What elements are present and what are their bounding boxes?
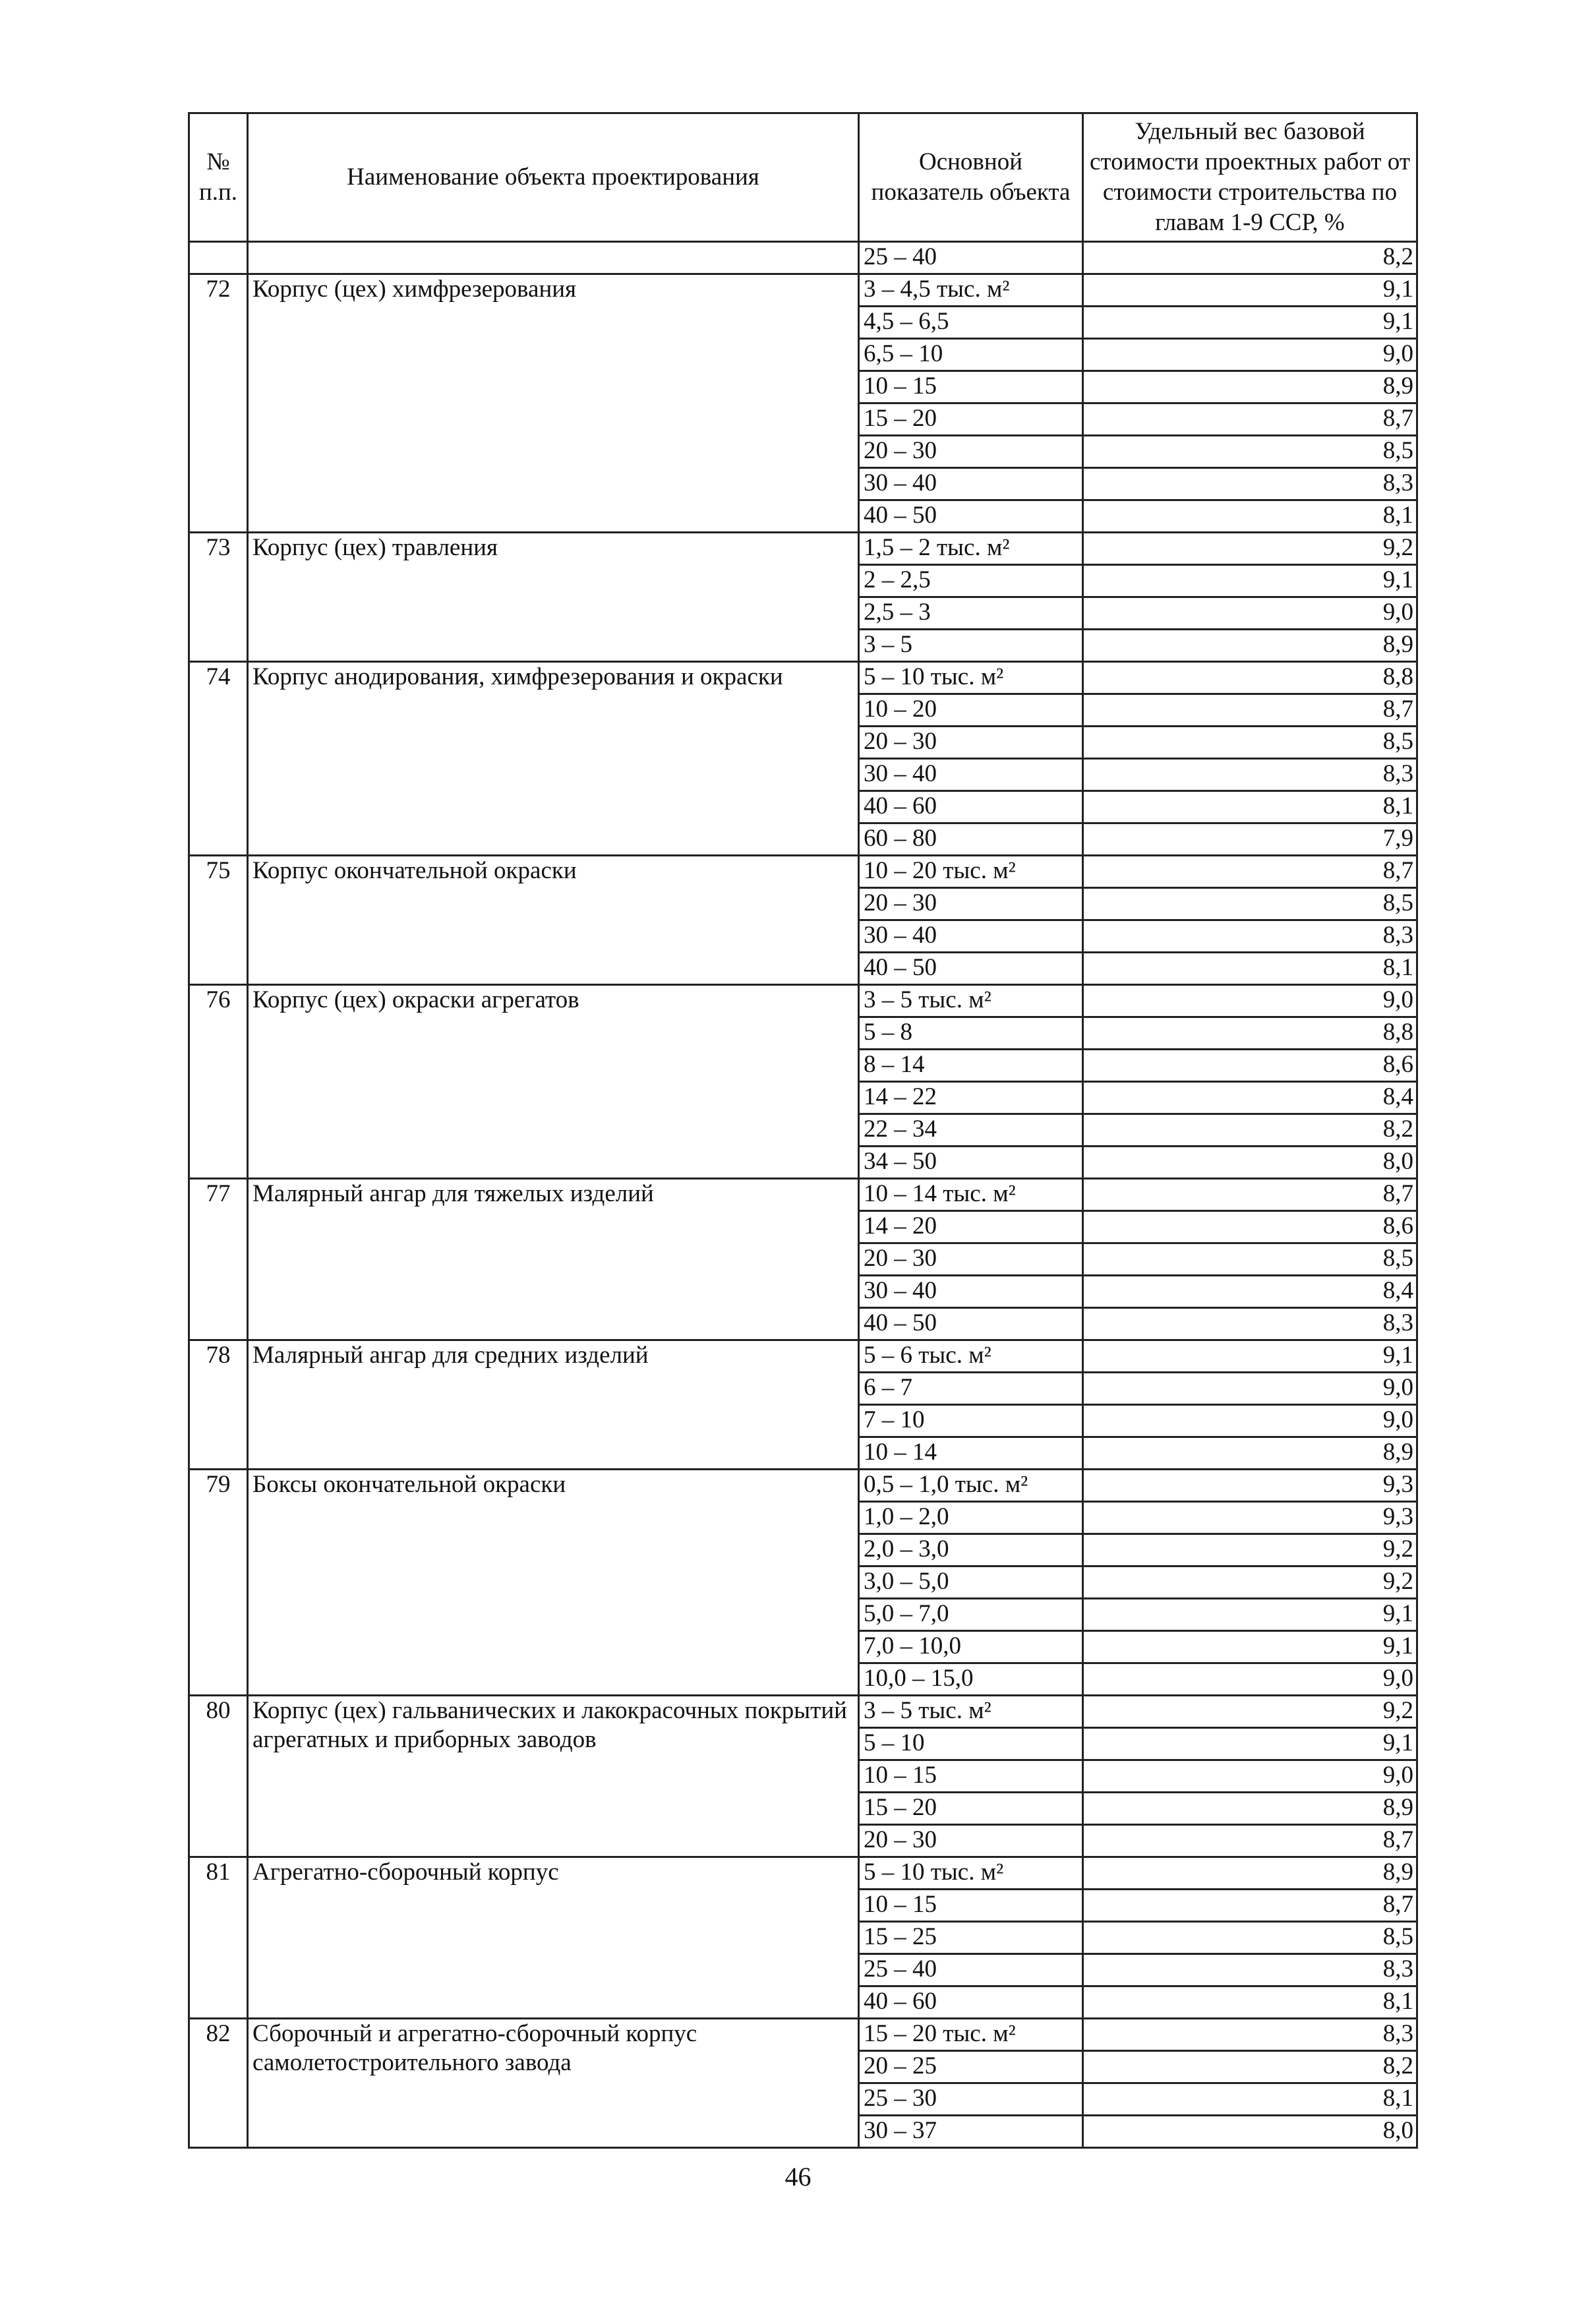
table-row	[189, 1470, 1417, 1502]
indicator-cell: 5 – 8	[859, 1017, 1083, 1050]
share-value-cell: 9,2	[1083, 1696, 1417, 1728]
indicator-cell: 34 – 50	[859, 1147, 1083, 1179]
share-value-cell: 8,0	[1083, 1147, 1417, 1179]
share-value-cell: 8,1	[1083, 953, 1417, 985]
share-value-cell: 9,1	[1083, 307, 1417, 339]
share-value-cell: 8,2	[1083, 2051, 1417, 2083]
cost-share-table	[188, 112, 1418, 2149]
share-value-cell: 8,6	[1083, 1050, 1417, 1082]
share-value-cell: 9,0	[1083, 1373, 1417, 1405]
share-value-cell: 8,8	[1083, 662, 1417, 694]
table-row	[189, 1340, 1417, 1373]
share-value-cell: 8,9	[1083, 1793, 1417, 1825]
indicator-cell: 2,0 – 3,0	[859, 1534, 1083, 1566]
indicator-cell: 15 – 20 тыс. м²	[859, 2019, 1083, 2051]
share-value-cell: 9,1	[1083, 1631, 1417, 1663]
object-name: Корпус (цех) химфрезерования	[248, 274, 859, 533]
object-name: Сборочный и агрегатно-сборочный корпус самолетостроительного завода	[248, 2019, 859, 2148]
share-value-cell: 8,3	[1083, 920, 1417, 953]
share-value-cell: 8,9	[1083, 1857, 1417, 1890]
share-value-cell: 8,7	[1083, 403, 1417, 436]
indicator-cell: 40 – 60	[859, 1986, 1083, 2019]
indicator-cell: 4,5 – 6,5	[859, 307, 1083, 339]
share-value-cell: 8,7	[1083, 1890, 1417, 1922]
share-value-cell: 8,5	[1083, 436, 1417, 468]
indicator-cell: 7 – 10	[859, 1405, 1083, 1437]
share-value-cell: 9,0	[1083, 339, 1417, 371]
share-value-cell: 8,3	[1083, 2019, 1417, 2051]
share-value-cell: 9,0	[1083, 1405, 1417, 1437]
indicator-cell: 10 – 15	[859, 1760, 1083, 1793]
indicator-cell: 60 – 80	[859, 823, 1083, 856]
indicator-cell: 3 – 5 тыс. м²	[859, 1696, 1083, 1728]
carry-indicator: 25 – 40	[859, 242, 1083, 274]
object-name: Корпус анодирования, химфрезерования и окраски	[248, 662, 859, 856]
share-value-cell: 8,5	[1083, 1922, 1417, 1954]
indicator-cell: 20 – 25	[859, 2051, 1083, 2083]
indicator-cell: 14 – 22	[859, 1082, 1083, 1114]
share-value-cell: 9,2	[1083, 533, 1417, 565]
share-value-cell: 8,3	[1083, 468, 1417, 500]
item-number: 79	[189, 1470, 248, 1696]
indicator-cell: 3,0 – 5,0	[859, 1566, 1083, 1599]
share-value-cell: 8,7	[1083, 1179, 1417, 1211]
carry-name	[248, 242, 859, 274]
object-name: Корпус (цех) травления	[248, 533, 859, 662]
share-value-cell: 8,2	[1083, 1114, 1417, 1147]
item-number: 77	[189, 1179, 248, 1340]
indicator-cell: 14 – 20	[859, 1211, 1083, 1243]
indicator-cell: 30 – 40	[859, 468, 1083, 500]
indicator-cell: 5 – 10 тыс. м²	[859, 1857, 1083, 1890]
item-number: 73	[189, 533, 248, 662]
share-value-cell: 8,5	[1083, 888, 1417, 920]
share-value-cell: 8,5	[1083, 1243, 1417, 1276]
share-value-cell: 9,1	[1083, 565, 1417, 597]
indicator-cell: 5,0 – 7,0	[859, 1599, 1083, 1631]
item-number: 82	[189, 2019, 248, 2148]
indicator-cell: 25 – 30	[859, 2083, 1083, 2116]
indicator-cell: 2,5 – 3	[859, 597, 1083, 630]
share-value-cell: 8,4	[1083, 1082, 1417, 1114]
indicator-cell: 15 – 20	[859, 403, 1083, 436]
share-value-cell: 9,0	[1083, 985, 1417, 1017]
object-name: Корпус окончательной окраски	[248, 856, 859, 985]
share-value-cell: 8,9	[1083, 630, 1417, 662]
indicator-cell: 3 – 5	[859, 630, 1083, 662]
indicator-cell: 10 – 20 тыс. м²	[859, 856, 1083, 888]
indicator-cell: 8 – 14	[859, 1050, 1083, 1082]
carry-num	[189, 242, 248, 274]
object-name: Агрегатно-сборочный корпус	[248, 1857, 859, 2019]
share-value-cell: 8,9	[1083, 1437, 1417, 1470]
share-value-cell: 9,1	[1083, 1599, 1417, 1631]
indicator-cell: 40 – 60	[859, 791, 1083, 823]
indicator-cell: 6 – 7	[859, 1373, 1083, 1405]
indicator-cell: 20 – 30	[859, 1825, 1083, 1857]
header-indicator: Основной показатель объекта	[859, 113, 1083, 242]
share-value-cell: 8,7	[1083, 1825, 1417, 1857]
indicator-cell: 30 – 37	[859, 2116, 1083, 2148]
indicator-cell: 40 – 50	[859, 1308, 1083, 1340]
indicator-cell: 3 – 5 тыс. м²	[859, 985, 1083, 1017]
indicator-cell: 1,0 – 2,0	[859, 1502, 1083, 1534]
item-number: 76	[189, 985, 248, 1179]
share-value-cell: 8,9	[1083, 371, 1417, 403]
share-value-cell: 8,1	[1083, 1986, 1417, 2019]
indicator-cell: 30 – 40	[859, 920, 1083, 953]
object-name: Малярный ангар для средних изделий	[248, 1340, 859, 1470]
share-value-cell: 8,7	[1083, 856, 1417, 888]
share-value-cell: 9,1	[1083, 1340, 1417, 1373]
indicator-cell: 20 – 30	[859, 727, 1083, 759]
share-value-cell: 9,3	[1083, 1502, 1417, 1534]
share-value-cell: 8,8	[1083, 1017, 1417, 1050]
item-number: 80	[189, 1696, 248, 1857]
share-value-cell: 8,1	[1083, 500, 1417, 533]
indicator-cell: 10 – 20	[859, 694, 1083, 727]
indicator-cell: 15 – 25	[859, 1922, 1083, 1954]
indicator-cell: 15 – 20	[859, 1793, 1083, 1825]
item-number: 72	[189, 274, 248, 533]
indicator-cell: 20 – 30	[859, 1243, 1083, 1276]
indicator-cell: 10 – 15	[859, 1890, 1083, 1922]
share-value-cell: 9,3	[1083, 1470, 1417, 1502]
share-value-cell: 8,1	[1083, 2083, 1417, 2116]
share-value-cell: 8,3	[1083, 1954, 1417, 1986]
share-value-cell: 8,4	[1083, 1276, 1417, 1308]
item-number: 74	[189, 662, 248, 856]
indicator-cell: 3 – 4,5 тыс. м²	[859, 274, 1083, 307]
indicator-cell: 40 – 50	[859, 953, 1083, 985]
share-value-cell: 8,6	[1083, 1211, 1417, 1243]
indicator-cell: 22 – 34	[859, 1114, 1083, 1147]
indicator-cell: 5 – 6 тыс. м²	[859, 1340, 1083, 1373]
carry-value: 8,2	[1083, 242, 1417, 274]
table-row	[189, 1857, 1417, 1890]
share-value-cell: 9,0	[1083, 597, 1417, 630]
share-value-cell: 9,0	[1083, 1663, 1417, 1696]
indicator-cell: 10 – 15	[859, 371, 1083, 403]
table-row	[189, 1179, 1417, 1211]
header-name: Наименование объекта проектирования	[248, 113, 859, 242]
object-name: Корпус (цех) гальванических и лакокрасочных покрытий агрегатных и приборных заводов	[248, 1696, 859, 1857]
indicator-cell: 10 – 14	[859, 1437, 1083, 1470]
indicator-cell: 2 – 2,5	[859, 565, 1083, 597]
share-value-cell: 9,1	[1083, 274, 1417, 307]
indicator-cell: 20 – 30	[859, 436, 1083, 468]
indicator-cell: 1,5 – 2 тыс. м²	[859, 533, 1083, 565]
header-share: Удельный вес базовой стоимости проектных работ от стоимости строительства по главам 1-9 ССР, %	[1083, 113, 1417, 242]
page-number: 46	[784, 2162, 812, 2192]
share-value-cell: 8,5	[1083, 727, 1417, 759]
table-row	[189, 662, 1417, 694]
table-row	[189, 533, 1417, 565]
share-value-cell: 8,3	[1083, 759, 1417, 791]
share-value-cell: 8,1	[1083, 791, 1417, 823]
indicator-cell: 5 – 10 тыс. м²	[859, 662, 1083, 694]
item-number: 75	[189, 856, 248, 985]
share-value-cell: 7,9	[1083, 823, 1417, 856]
indicator-cell: 10,0 – 15,0	[859, 1663, 1083, 1696]
share-value-cell: 9,1	[1083, 1728, 1417, 1760]
share-value-cell: 8,7	[1083, 694, 1417, 727]
table-row	[189, 856, 1417, 888]
object-name: Малярный ангар для тяжелых изделий	[248, 1179, 859, 1340]
share-value-cell: 9,2	[1083, 1534, 1417, 1566]
header-num: № п.п.	[189, 113, 248, 242]
object-name: Боксы окончательной окраски	[248, 1470, 859, 1696]
table-header-row	[189, 113, 1417, 242]
indicator-cell: 5 – 10	[859, 1728, 1083, 1760]
table-row	[189, 985, 1417, 1017]
table-row	[189, 274, 1417, 307]
table-row	[189, 2019, 1417, 2051]
indicator-cell: 40 – 50	[859, 500, 1083, 533]
indicator-cell: 20 – 30	[859, 888, 1083, 920]
carry-over-row	[189, 242, 1417, 274]
item-number: 81	[189, 1857, 248, 2019]
share-value-cell: 8,0	[1083, 2116, 1417, 2148]
object-name: Корпус (цех) окраски агрегатов	[248, 985, 859, 1179]
indicator-cell: 6,5 – 10	[859, 339, 1083, 371]
indicator-cell: 30 – 40	[859, 1276, 1083, 1308]
indicator-cell: 30 – 40	[859, 759, 1083, 791]
indicator-cell: 7,0 – 10,0	[859, 1631, 1083, 1663]
share-value-cell: 9,2	[1083, 1566, 1417, 1599]
share-value-cell: 9,0	[1083, 1760, 1417, 1793]
indicator-cell: 25 – 40	[859, 1954, 1083, 1986]
indicator-cell: 0,5 – 1,0 тыс. м²	[859, 1470, 1083, 1502]
table-row	[189, 1696, 1417, 1728]
item-number: 78	[189, 1340, 248, 1470]
share-value-cell: 8,3	[1083, 1308, 1417, 1340]
indicator-cell: 10 – 14 тыс. м²	[859, 1179, 1083, 1211]
